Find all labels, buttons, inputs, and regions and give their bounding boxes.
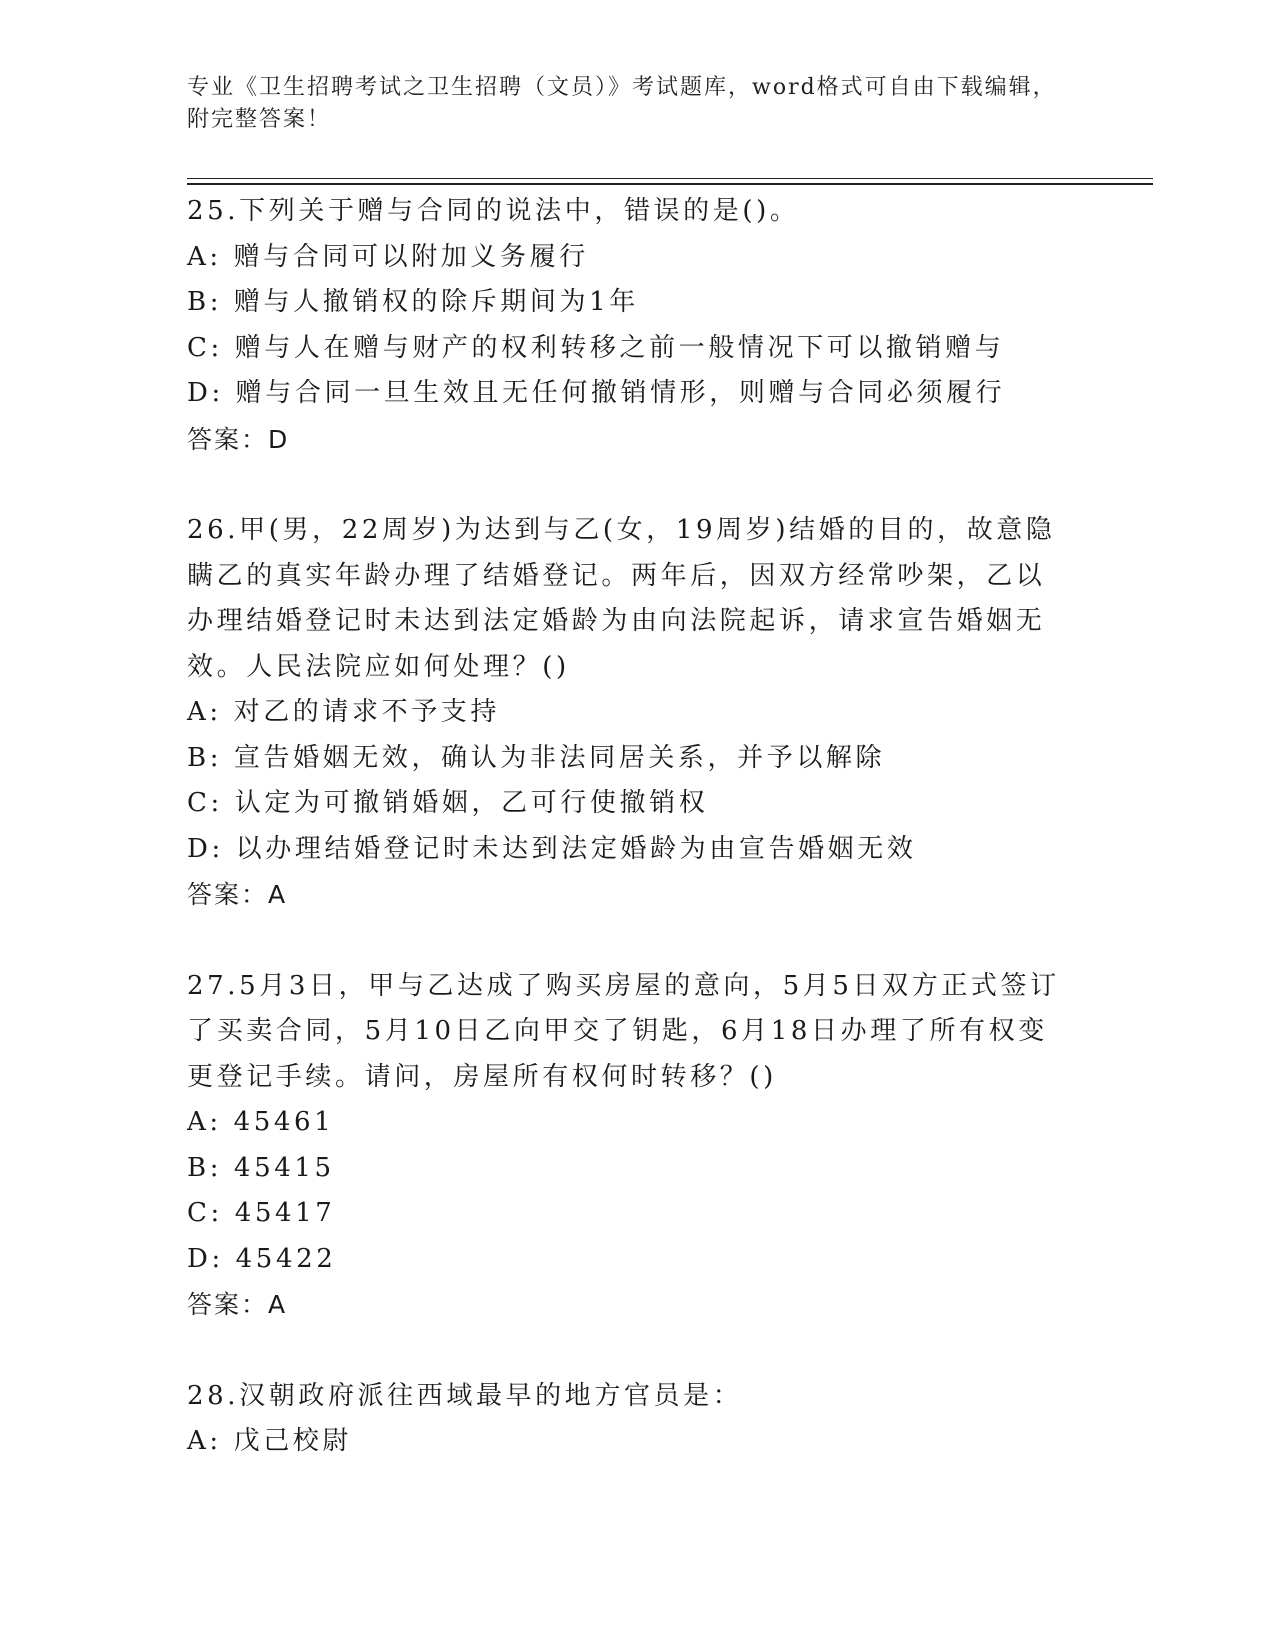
question-spacer [187,918,1087,964]
header-divider-thin [187,178,1153,179]
option-b: B: 赠与人撤销权的除斥期间为1年 [187,287,639,317]
header-divider-thick [187,183,1153,185]
question-spacer [187,1328,1087,1374]
question-list [187,189,1087,1465]
option-b: B: 45415 [187,1152,335,1183]
option-a: A: 戊己校尉 [187,1426,353,1456]
question-stem: 25.下列关于赠与合同的说法中，错误的是()。 [187,196,800,226]
option-d: D: 45422 [187,1243,337,1274]
answer-line: 答案：D [187,424,290,454]
option-a: A: 对乙的请求不予支持 [187,697,501,727]
option-b: B: 宣告婚姻无效，确认为非法同居关系，并予以解除 [187,742,886,773]
question-stem: 27.5月3日，甲与乙达成了购买房屋的意向，5月5日双方正式签订了买卖合同，5月10日乙向甲交了钥匙，6月18日办理了所有权变更登记手续。请问，房屋所有权何时转移？() [187,970,1060,1092]
question-26 [187,508,1087,918]
answer-line: 答案：A [187,1290,288,1319]
document-header: 专业《卫生招聘考试之卫生招聘（文员）》考试题库，word格式可自由下载编辑，附完整答案！ [187,75,1057,132]
option-d: D: 赠与合同一旦生效且无任何撤销情形，则赠与合同必须履行 [187,378,1006,408]
option-a: A: 45461 [187,1107,335,1137]
question-stem: 28.汉朝政府派往西域最早的地方官员是： [187,1380,743,1411]
option-d: D: 以办理结婚登记时未达到法定婚龄为由宣告婚姻无效 [187,833,917,864]
option-c: C: 认定为可撤销婚姻，乙可行使撤销权 [187,788,709,818]
question-27 [187,964,1087,1328]
answer-line: 答案：A [187,880,288,909]
question-28 [187,1374,1087,1465]
option-c: C: 赠与人在赠与财产的权利转移之前一般情况下可以撤销赠与 [187,332,1005,363]
question-spacer [187,462,1087,508]
option-c: C: 45417 [187,1198,336,1228]
question-stem: 26.甲(男，22周岁)为达到与乙(女，19周岁)结婚的目的，故意隐瞒乙的真实年龄办理了结婚登记。两年后，因双方经常吵架，乙以办理结婚登记时未达到法定婚龄为由向法院起诉，请求宣告婚姻无效。人民法院应如何处理？() [187,515,1056,682]
option-a: A: 赠与合同可以附加义务履行 [187,241,589,272]
question-25 [187,189,1087,462]
